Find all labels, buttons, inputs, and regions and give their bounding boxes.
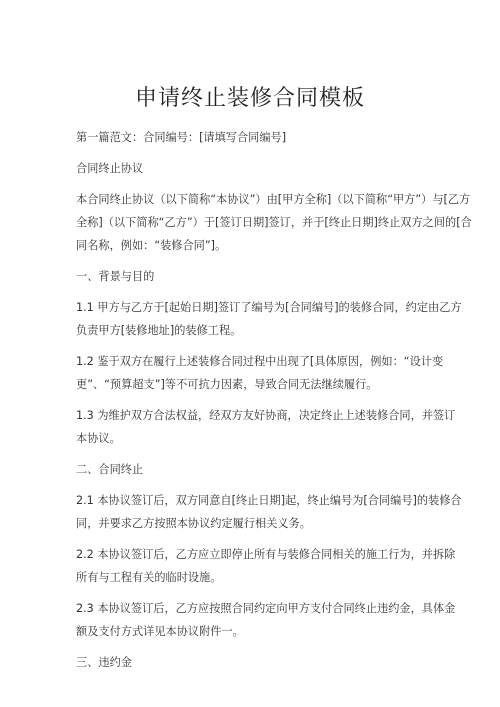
paragraph-doc-number [76,126,425,149]
text-line: 1.1 甲方与乙方于[起始日期]签订了编号为[合同编号]的装修合同，约定由乙方 [76,301,462,314]
text-line: 额及支付方式详见本协议附件一。 [76,625,244,638]
paragraph-intro [76,188,472,257]
section-heading-termination [76,458,425,481]
text-line: 负责甲方[装修地址]的装修工程。 [76,324,242,337]
text-line: 2.1 本协议签订后，双方同意自[终止日期]起，终止编号为[合同编号]的装修合 [76,494,462,507]
text-line: 第一篇范文：合同编号：[请填写合同编号] [76,131,287,144]
text-line: 三、违约金 [76,656,132,669]
text-line: 本协议。 [76,432,121,445]
clause-2-2 [76,543,456,589]
text-line: 1.3 为维护双方合法权益，经双方友好协商，决定终止上述装修合同，并签订 [76,409,456,422]
text-line: 二、合同终止 [76,463,144,476]
paragraph-agreement-heading [76,157,425,180]
text-line: 2.3 本协议签订后，乙方应按照合同约定向甲方支付合同终止违约金，具体金 [76,602,456,615]
text-line: 更”、“预算超支”]等不可抗力因素，导致合同无法继续履行。 [76,378,378,391]
text-line: 本合同终止协议（以下简称“本协议”）由[甲方全称]（以下简称“甲方”）与[乙方 [76,193,471,206]
text-line: 同名称，例如：“装修合同”]。 [76,239,227,252]
text-line: 合同终止协议 [76,162,144,175]
text-line: 1.2 鉴于双方在履行上述装修合同过程中出现了[具体原因，例如：“设计变 [76,355,444,368]
text-line: 2.2 本协议签订后，乙方应立即停止所有与装修合同相关的施工行为，并拆除 [76,548,456,561]
section-heading-penalty [76,651,425,674]
section-heading-background [76,265,425,288]
text-line: 全称]（以下简称“乙方”）于[签订日期]签订，并于[终止日期]终止双方之间的[合 [76,216,472,229]
text-line: 所有与工程有关的临时设施。 [76,571,222,584]
clause-1-1 [76,296,462,342]
clause-1-3 [76,404,456,450]
clause-2-3 [76,597,456,643]
clause-1-2 [76,350,444,396]
document-body [76,126,472,682]
text-line: 一、背景与目的 [76,270,155,283]
text-line: 同，并要求乙方按照本协议约定履行相关义务。 [76,517,311,530]
document-title: 申请终止装修合同模板 [134,86,365,111]
clause-2-1 [76,489,462,535]
